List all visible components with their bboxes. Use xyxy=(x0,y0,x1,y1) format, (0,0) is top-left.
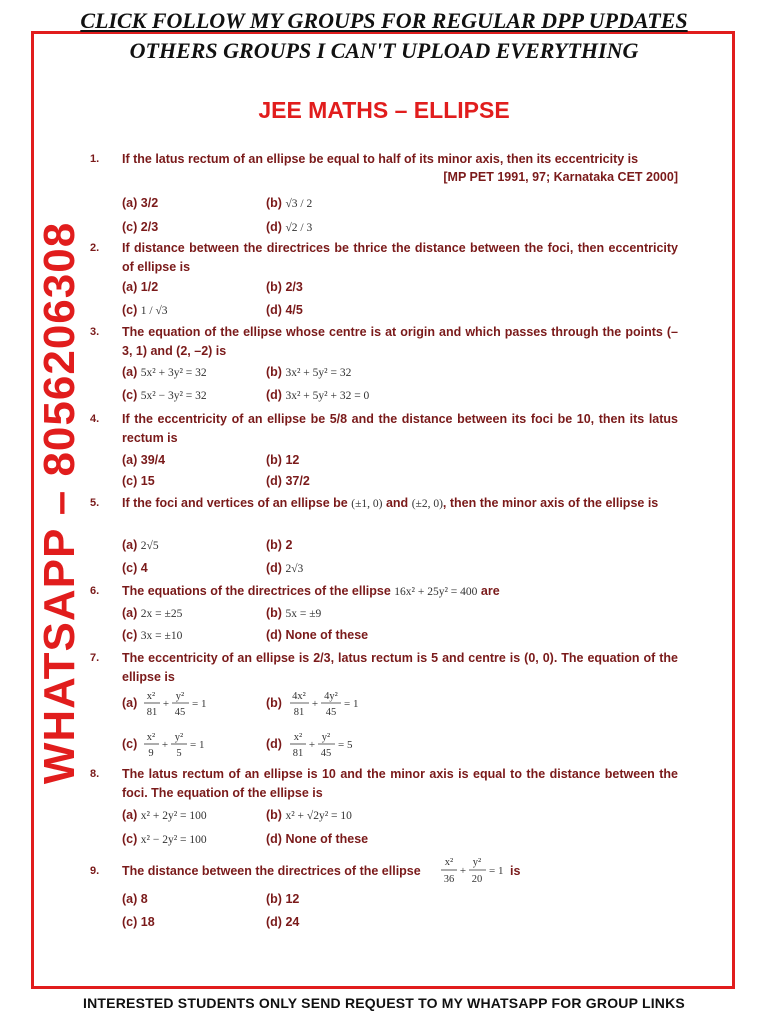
svg-text:4y²: 4y² xyxy=(324,691,338,702)
option-b: (b) 2/3 xyxy=(266,280,303,294)
option-a: (a) 5x² + 3y² = 32 xyxy=(122,365,207,379)
svg-text:45: 45 xyxy=(325,707,337,718)
svg-text:81: 81 xyxy=(293,707,305,718)
svg-text:+: + xyxy=(459,865,467,877)
banner-follow-groups: CLICK FOLLOW MY GROUPS FOR REGULAR DPP UPDATES xyxy=(80,8,688,33)
question-text: If the eccentricity of an ellipse be 5/8 and the distance between its foci be 10, then its latus rectum is xyxy=(122,412,678,445)
question-number: 9. xyxy=(90,865,100,877)
svg-text:9: 9 xyxy=(148,748,154,759)
option-a: (a) 2√5 xyxy=(122,538,159,552)
option-d: (d) 2√3 xyxy=(266,561,304,575)
question-9-suffix: is xyxy=(510,864,521,878)
question-text: If the foci and vertices of an ellipse be (±1, 0) and (±2, 0), then the minor axis of the ellipse is xyxy=(122,496,659,510)
banner-upload-note: OTHERS GROUPS I CAN'T UPLOAD EVERYTHING xyxy=(129,38,639,63)
option-c-equation xyxy=(143,728,223,760)
option-b: (b) √3 / 2 xyxy=(266,196,313,210)
svg-text:= 5: = 5 xyxy=(338,739,353,751)
question-number: 6. xyxy=(90,585,100,597)
option-a: (a) xyxy=(122,696,138,710)
svg-text:x²: x² xyxy=(444,857,454,868)
svg-text:81: 81 xyxy=(146,707,158,718)
svg-text:45: 45 xyxy=(174,707,186,718)
option-d: (d) √2 / 3 xyxy=(266,220,313,234)
svg-text:= 1: = 1 xyxy=(344,698,359,710)
question-number: 3. xyxy=(90,326,100,338)
svg-text:= 1: = 1 xyxy=(489,865,504,877)
option-c: (c) 18 xyxy=(122,915,155,929)
question-text: The latus rectum of an ellipse is 10 and the minor axis is equal to the distance between the foci. The equation of the ellipse is xyxy=(122,767,678,800)
option-c: (c) x² − 2y² = 100 xyxy=(122,832,207,846)
svg-text:y²: y² xyxy=(174,732,184,743)
option-a: (a) x² + 2y² = 100 xyxy=(122,808,207,822)
page-title: JEE MATHS – ELLIPSE xyxy=(258,97,510,123)
option-a: (a) 3/2 xyxy=(122,196,159,210)
option-a: (a) 39/4 xyxy=(122,453,166,467)
option-d: (d) 4/5 xyxy=(266,303,303,317)
option-b: (b) x² + √2y² = 10 xyxy=(266,808,352,822)
svg-text:x²: x² xyxy=(146,691,156,702)
footer-note: INTERESTED STUDENTS ONLY SEND REQUEST TO MY WHATSAPP FOR GROUP LINKS xyxy=(83,995,685,1011)
option-a: (a) 2x = ±25 xyxy=(122,606,183,620)
option-a: (a) 1/2 xyxy=(122,280,159,294)
svg-text:45: 45 xyxy=(320,748,332,759)
option-c: (c) 15 xyxy=(122,474,155,488)
option-d: (d) 24 xyxy=(266,915,300,929)
option-c: (c) 3x = ±10 xyxy=(122,628,183,642)
svg-text:4x²: 4x² xyxy=(292,691,306,702)
option-c: (c) 1 / √3 xyxy=(122,303,168,317)
svg-text:x²: x² xyxy=(293,732,303,743)
option-b-equation xyxy=(289,687,379,719)
option-c: (c) 4 xyxy=(122,561,148,575)
svg-text:+: + xyxy=(308,739,316,751)
question-reference: [MP PET 1991, 97; Karnataka CET 2000] xyxy=(443,170,678,184)
svg-text:5: 5 xyxy=(176,748,182,759)
option-b: (b) 5x = ±9 xyxy=(266,606,322,620)
question-9-equation xyxy=(440,853,508,887)
question-number: 7. xyxy=(90,652,100,664)
option-d: (d) 37/2 xyxy=(266,474,310,488)
question-text: The equations of the directrices of the ellipse 16x² + 25y² = 400 are xyxy=(122,584,500,598)
question-text: If distance between the directrices be thrice the distance between the foci, then eccentricity of ellipse is xyxy=(122,241,678,274)
question-number: 2. xyxy=(90,242,100,254)
svg-text:20: 20 xyxy=(471,874,483,885)
question-number: 5. xyxy=(90,497,100,509)
option-b: (b) 3x² + 5y² = 32 xyxy=(266,365,352,379)
question-number: 1. xyxy=(90,153,100,165)
svg-text:81: 81 xyxy=(292,748,304,759)
question-number: 8. xyxy=(90,768,100,780)
option-d: (d) xyxy=(266,737,282,751)
svg-text:y²: y² xyxy=(175,691,185,702)
question-number: 4. xyxy=(90,413,100,425)
option-c: (c) 5x² − 3y² = 32 xyxy=(122,388,207,402)
option-c: (c) xyxy=(122,737,138,751)
svg-text:+: + xyxy=(161,739,169,751)
svg-text:= 1: = 1 xyxy=(192,698,207,710)
svg-text:+: + xyxy=(311,698,319,710)
option-b: (b) 12 xyxy=(266,453,300,467)
whatsapp-number-text: WHATSAPP – 8056206308 xyxy=(35,221,84,785)
question-text: The distance between the directrices of the ellipse xyxy=(122,864,421,878)
option-b: (b) xyxy=(266,696,282,710)
option-a: (a) 8 xyxy=(122,892,148,906)
option-c: (c) 2/3 xyxy=(122,220,159,234)
option-d: (d) None of these xyxy=(266,832,369,846)
question-text: The equation of the ellipse whose centre is at origin and which passes through the points (–3, 1) and (2, –2) is xyxy=(122,325,678,358)
question-text: If the latus rectum of an ellipse be equal to half of its minor axis, then its eccentricity is xyxy=(122,152,639,166)
option-d: (d) 3x² + 5y² + 32 = 0 xyxy=(266,388,370,402)
option-d: (d) None of these xyxy=(266,628,369,642)
svg-text:= 1: = 1 xyxy=(190,739,205,751)
option-b: (b) 12 xyxy=(266,892,300,906)
svg-text:+: + xyxy=(162,698,170,710)
svg-text:y²: y² xyxy=(472,857,482,868)
whatsapp-side-banner xyxy=(35,158,84,848)
option-d-equation xyxy=(289,728,379,760)
option-b: (b) 2 xyxy=(266,538,293,552)
question-text: The eccentricity of an ellipse is 2/3, latus rectum is 5 and centre is (0, 0). The equation of the ellipse is xyxy=(122,651,678,684)
svg-text:36: 36 xyxy=(443,874,455,885)
svg-text:x²: x² xyxy=(146,732,156,743)
svg-text:y²: y² xyxy=(321,732,331,743)
option-a-equation xyxy=(143,687,223,719)
